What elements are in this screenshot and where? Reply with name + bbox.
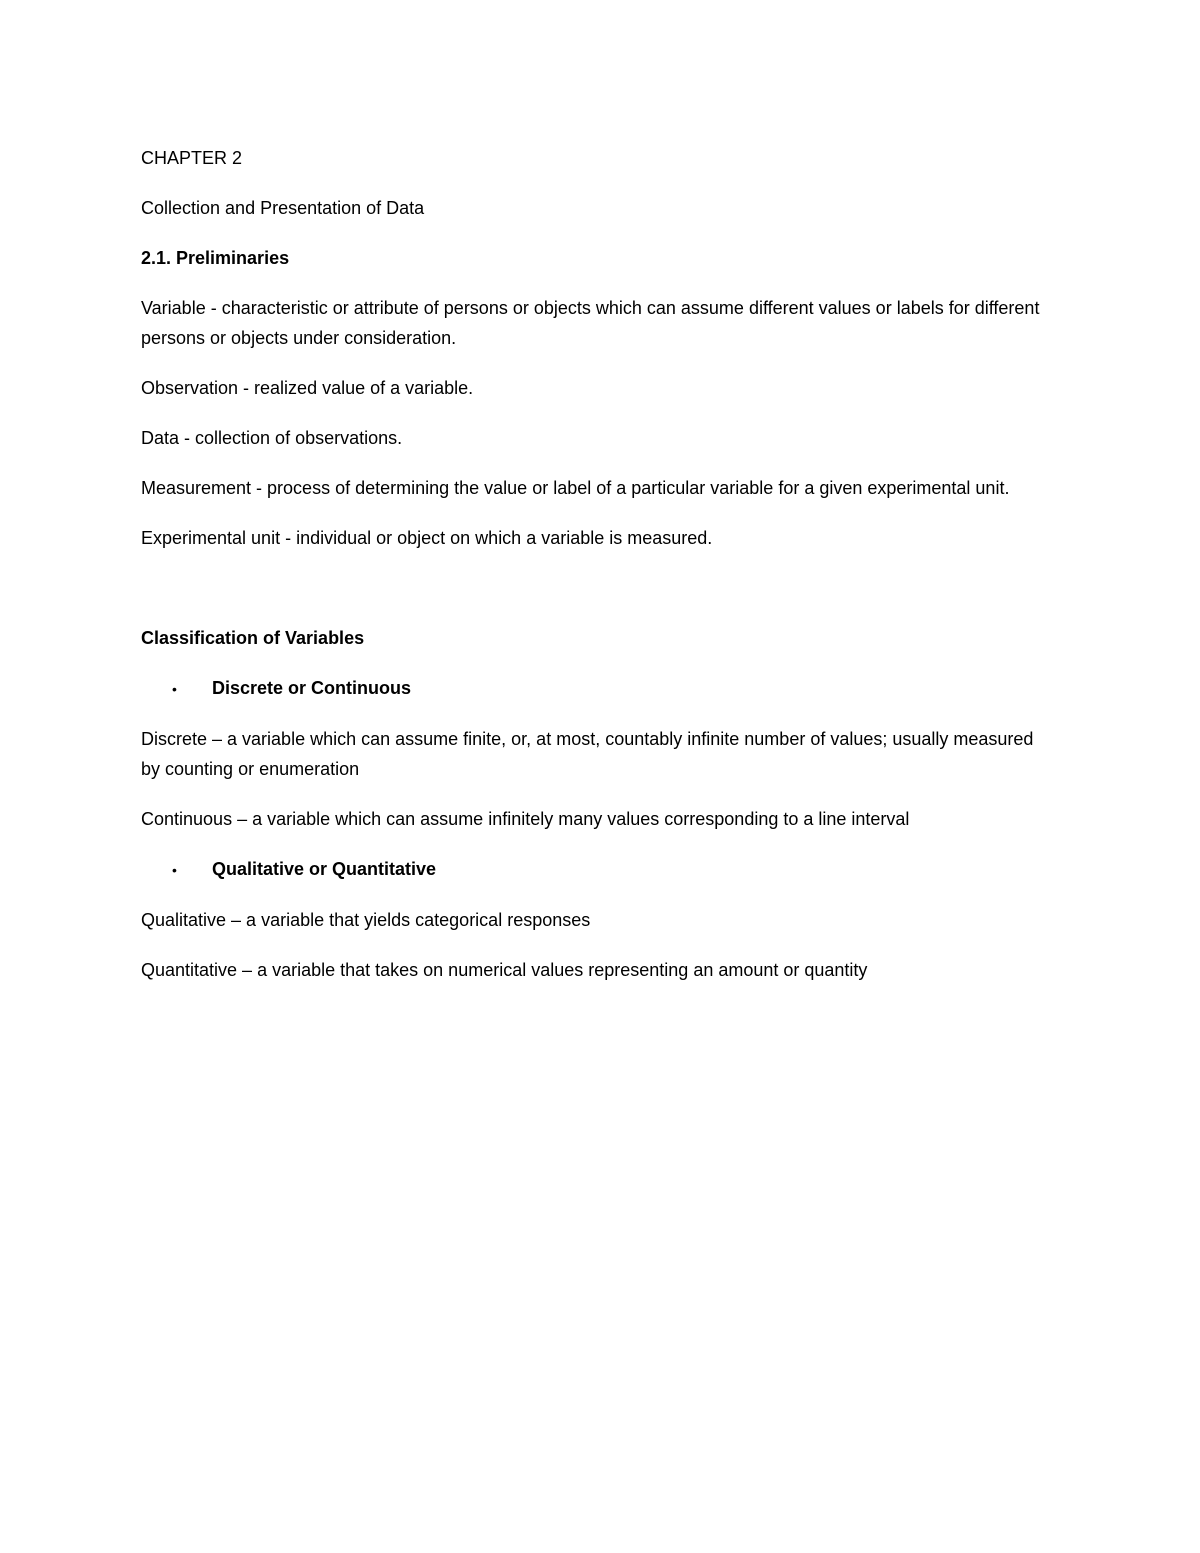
bullet-label: Qualitative or Quantitative — [212, 859, 437, 879]
definition-observation: Observation - realized value of a variable. — [141, 378, 474, 398]
definition-continuous: Continuous – a variable which can assume infinitely many values corresponding to a line interval — [141, 809, 910, 829]
definition-discrete: Discrete – a variable which can assume finite, or, at most, countably infinite number of values; usually measured by counting or enumeration — [141, 729, 1034, 779]
bullet-item-discrete-continuous — [141, 673, 1051, 704]
page-content — [141, 143, 1051, 1005]
chapter-title: Collection and Presentation of Data — [141, 198, 425, 218]
bullet-icon: • — [172, 681, 177, 697]
definition-measurement: Measurement - process of determining the value or label of a particular variable for a given experimental unit. — [141, 478, 1010, 498]
chapter-label: CHAPTER 2 — [141, 148, 243, 168]
bullet-icon: • — [172, 862, 177, 878]
bullet-label: Discrete or Continuous — [212, 678, 412, 698]
definition-quantitative: Quantitative – a variable that takes on numerical values representing an amount or quantity — [141, 960, 868, 980]
definition-variable: Variable - characteristic or attribute of persons or objects which can assume different values or labels for different persons or objects under consideration. — [141, 298, 1040, 348]
definition-data: Data - collection of observations. — [141, 428, 403, 448]
definition-experimental-unit: Experimental unit - individual or object on which a variable is measured. — [141, 528, 713, 548]
blank-line — [141, 573, 1051, 623]
definition-qualitative: Qualitative – a variable that yields categorical responses — [141, 910, 591, 930]
classification-heading: Classification of Variables — [141, 628, 365, 648]
bullet-item-qualitative-quantitative — [141, 854, 1051, 885]
section-heading: 2.1. Preliminaries — [141, 248, 290, 268]
